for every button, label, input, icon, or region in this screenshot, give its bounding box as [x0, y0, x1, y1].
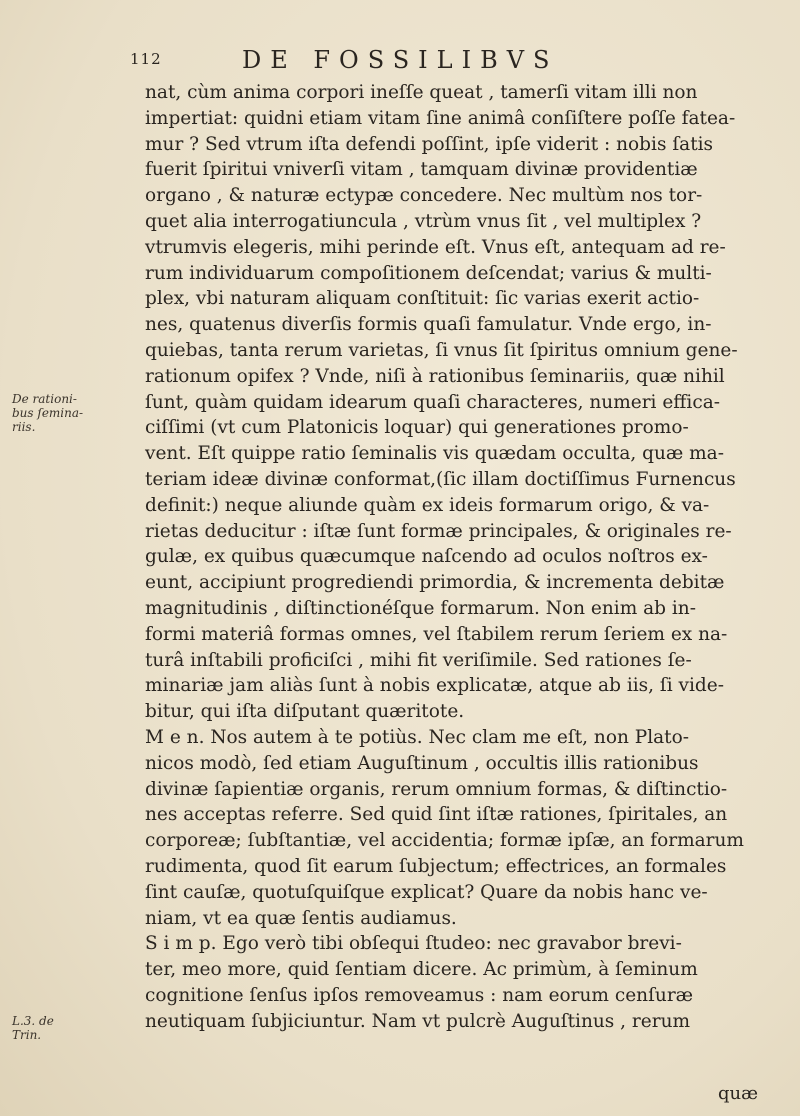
text-line: niam, vt ea quæ ſentis audiamus. [145, 907, 457, 929]
text-line: plex, vbi naturam aliquam conſtituit: ſic varias exerit actio- [145, 288, 700, 310]
running-title: DE FOSSILIBVS [242, 46, 559, 74]
text-line: nes acceptas referre. Sed quid ſint iſtæ rationes, ſpiritales, an [145, 804, 728, 826]
text-line: rudimenta, quod ſit earum ſubjectum; effectrices, an formales [145, 855, 727, 877]
text-line: fuerit ſpiritui vniverſi vitam , tamquam divinæ providentiæ [145, 159, 698, 181]
text-line: quiebas, tanta rerum varietas, ſi vnus ſit ſpiritus omnium gene- [145, 339, 738, 361]
text-line: ciſſimi (vt cum Platonicis loquar) qui generationes promo- [145, 417, 689, 439]
text-line: teriam ideæ divinæ conformat,(ſic illam doctiſſimus Furnencus [145, 468, 736, 490]
text-line: ſunt, quàm quidam idearum quaſi characteres, numeri effica- [145, 391, 720, 413]
text-line: nat, cùm anima corpori ineſſe queat , tamerſi vitam illi non [145, 82, 698, 103]
text-line: turâ inſtabili proficiſci , mihi fit veriſimile. Sed rationes ſe- [145, 649, 692, 671]
text-line: ter, meo more, quid ſentiam dicere. Ac primùm, à ſeminum [145, 959, 698, 981]
margin-note-de-rationibus [12, 392, 130, 434]
text-line: eunt, accipiunt progrediendi primordia, & incrementa debitæ [145, 572, 725, 594]
text-line: quet alia interrogatiuncula , vtrùm vnus ſit , vel multiplex ? [145, 210, 702, 232]
margin-note-line: L.3. de [12, 1014, 54, 1028]
text-line: rietas deducitur : iſtæ ſunt formæ principales, & originales re- [145, 520, 732, 542]
text-line: gulæ, ex quibus quæcumque naſcendo ad oculos noſtros ex- [145, 546, 708, 568]
text-line: bitur, qui iſta diſputant quæritote. [145, 701, 465, 723]
text-line: organo , & naturæ ectypæ concedere. Nec multùm nos tor- [145, 185, 703, 207]
text-line: nes, quatenus diverſis formis quaſi famulatur. Vnde ergo, in- [145, 314, 712, 336]
text-line: corporeæ; ſubſtantiæ, vel accidentia; formæ ipſæ, an formarum [145, 830, 744, 852]
text-line: mur ? Sed vtrum iſta defendi poſſint, ipſe viderit : nobis ſatis [145, 133, 714, 155]
text-line: definit:) neque aliunde quàm ex ideis formarum origo, & va- [145, 494, 710, 516]
margin-note-line: Trin. [12, 1028, 42, 1042]
catchword: quæ [717, 1083, 758, 1104]
margin-note-line: De rationi- [12, 392, 77, 406]
text-line: M e n. Nos autem à te potiùs. Nec clam me eſt, non Plato- [145, 726, 689, 748]
page-number: 112 [130, 50, 162, 68]
text-line: formi materiâ formas omnes, vel ſtabilem rerum ſeriem ex na- [145, 623, 728, 645]
text-line: magnitudinis , diſtinctionéſque formarum. Non enim ab in- [145, 597, 696, 619]
text-line: rum individuarum compoſitionem deſcendat; varius & multi- [145, 262, 712, 284]
margin-note-trin [12, 1014, 130, 1042]
text-line: nicos modò, ſed etiam Auguſtinum , occultis illis rationibus [145, 752, 699, 774]
text-line: minariæ jam aliàs ſunt à nobis explicatæ, atque ab iis, ſi vide- [145, 675, 724, 697]
text-line: ſint cauſæ, quotuſquiſque explicat? Quare da nobis hanc ve- [145, 881, 708, 903]
text-line: neutiquam ſubjiciuntur. Nam vt pulcrè Auguſtinus , rerum [145, 1010, 691, 1032]
text-line: divinæ ſapientiæ organis, rerum omnium formas, & diſtinctio- [145, 778, 728, 800]
margin-note-line: riis. [12, 420, 36, 434]
text-line: impertiat: quidni etiam vitam ſine animâ conſiſtere poſſe fatea- [145, 107, 736, 129]
page-header [130, 46, 770, 76]
text-line: vtrumvis elegeris, mihi perinde eſt. Vnus eſt, antequam ad re- [145, 236, 726, 258]
text-line: rationum opifex ? Vnde, niſi à rationibus ſeminariis, quæ nihil [145, 365, 725, 387]
text-line: cognitione ſenſus ipſos removeamus : nam eorum cenſuræ [145, 984, 694, 1006]
margin-note-line: bus ſemina- [12, 406, 84, 420]
text-line: vent. Eſt quippe ratio ſeminalis vis quædam occulta, quæ ma- [145, 443, 724, 465]
text-line: S i m p. Ego verò tibi obſequi ſtudeo: nec gravabor brevi- [145, 933, 682, 955]
body-text [145, 80, 755, 1034]
